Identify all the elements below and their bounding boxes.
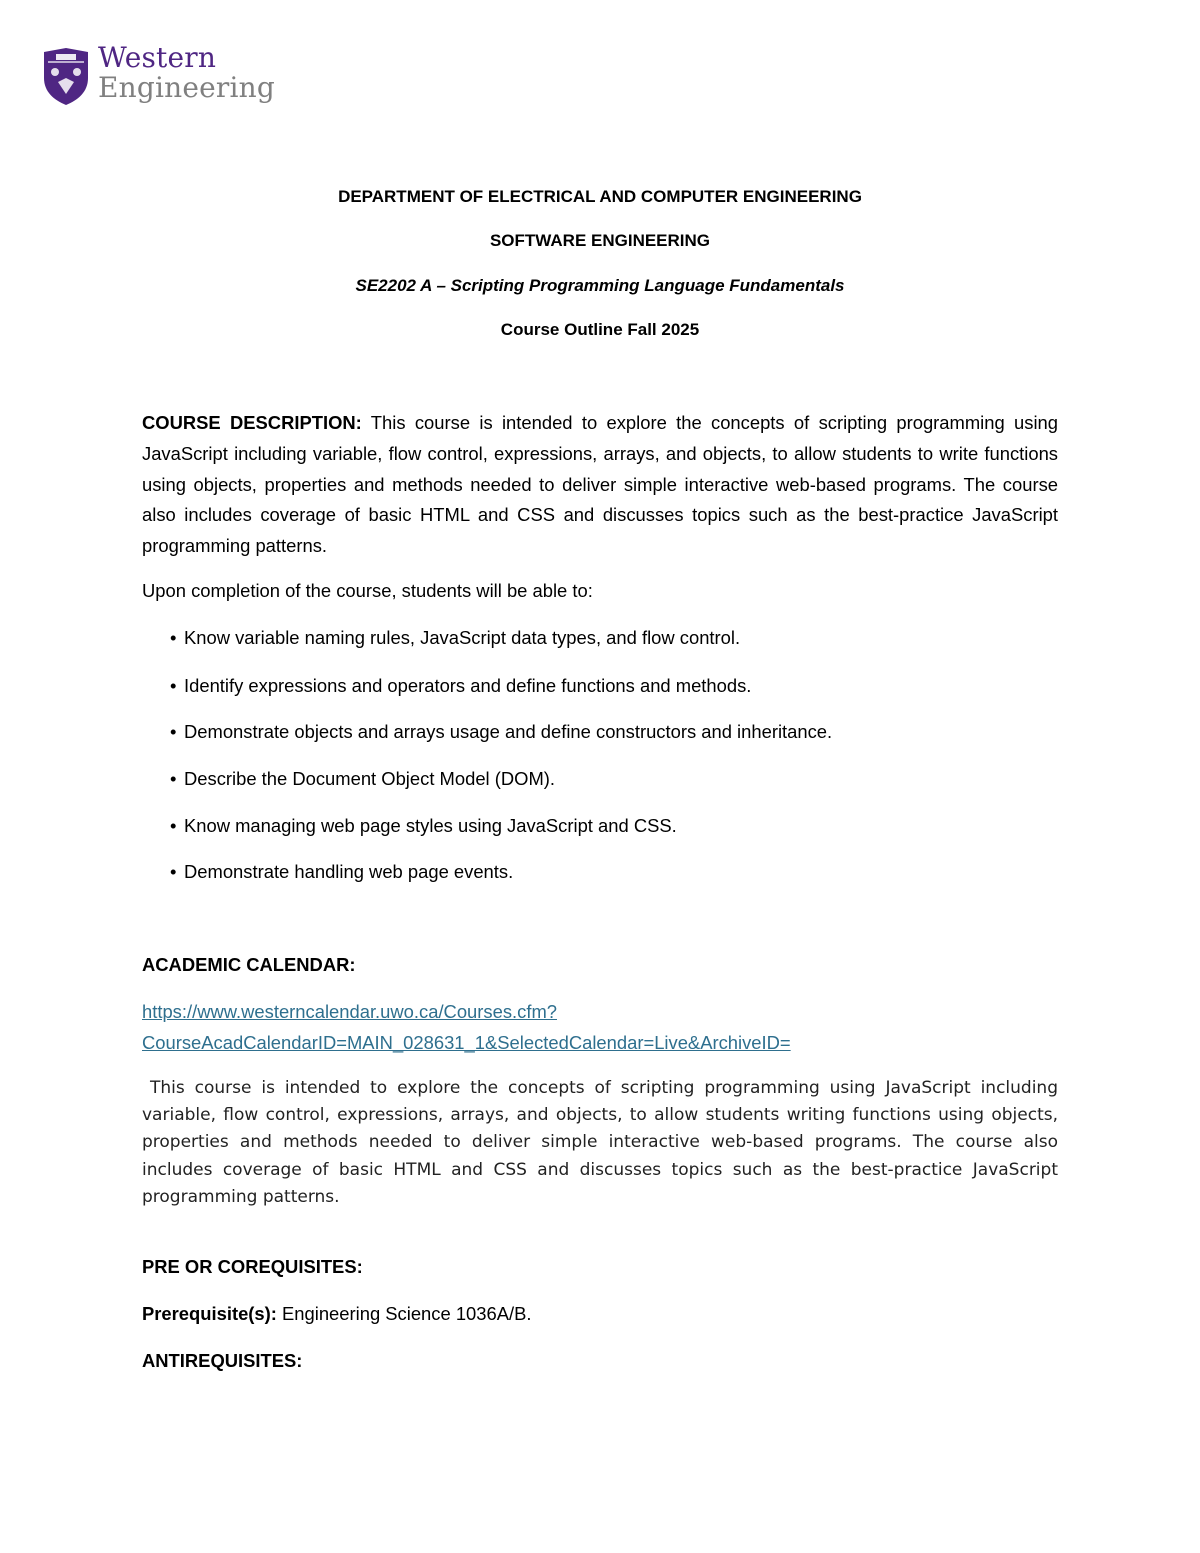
course-description bbox=[142, 408, 1058, 562]
academic-calendar-heading: ACADEMIC CALENDAR: bbox=[142, 954, 356, 975]
logo-text bbox=[98, 41, 276, 104]
calendar-description-text: This course is intended to explore the concepts of scripting programming using JavaScript including variable, flow control, expressions, arrays, and objects, to allow students writing functions using objects, properties and methods needed to deliver simple interactive web-based programs. The course also includes coverage of basic HTML and CSS and discusses topics such as the best-practice JavaScript programming patterns. bbox=[142, 1078, 1058, 1207]
list-item bbox=[170, 627, 740, 649]
prerequisite-value: Engineering Science 1036A/B. bbox=[276, 1303, 532, 1324]
outcomes-intro: Upon completion of the course, students will be able to: bbox=[142, 580, 593, 601]
prerequisite-line bbox=[142, 1303, 531, 1325]
bullet-icon: • bbox=[170, 721, 177, 742]
list-item bbox=[170, 768, 555, 790]
list-item-text: Know variable naming rules, JavaScript data types, and flow control. bbox=[184, 627, 741, 648]
bullet-icon: • bbox=[170, 815, 177, 836]
western-engineering-logo bbox=[42, 41, 276, 106]
list-item bbox=[170, 675, 751, 697]
list-item bbox=[170, 721, 832, 743]
course-description-label: COURSE DESCRIPTION: bbox=[142, 412, 362, 433]
logo-line-western: Western bbox=[98, 41, 217, 74]
academic-calendar-link-cont[interactable]: CourseAcadCalendarID=MAIN_028631_1&SelectedCalendar=Live&ArchiveID= bbox=[142, 1032, 791, 1053]
crest-icon bbox=[42, 48, 90, 106]
outline-title: Course Outline Fall 2025 bbox=[500, 320, 700, 339]
logo-line-engineering: Engineering bbox=[98, 71, 276, 104]
calendar-description bbox=[142, 1075, 1058, 1211]
bullet-icon: • bbox=[170, 675, 177, 696]
prerequisites-heading: PRE OR COREQUISITES: bbox=[142, 1256, 363, 1277]
list-item-text: Demonstrate objects and arrays usage and define constructors and inheritance. bbox=[184, 721, 833, 742]
bullet-icon: • bbox=[170, 861, 177, 882]
academic-calendar-link[interactable]: https://www.westerncalendar.uwo.ca/Courses.cfm? bbox=[142, 1001, 557, 1022]
list-item-text: Demonstrate handling web page events. bbox=[184, 861, 514, 882]
list-item-text: Identify expressions and operators and define functions and methods. bbox=[184, 675, 752, 696]
prerequisite-label: Prerequisite(s): bbox=[142, 1303, 277, 1324]
list-item bbox=[170, 861, 513, 883]
program-title: SOFTWARE ENGINEERING bbox=[489, 231, 711, 250]
course-description-text: This course is intended to explore the concepts of scripting programming using JavaScript including variable, flow control, expressions, arrays, and objects, to allow students to write functions using objects, properties and methods needed to deliver simple interactive web-based programs. The course also includes coverage of basic HTML and CSS and discusses topics such as the best-practice JavaScript programming patterns. bbox=[142, 412, 1058, 557]
department-title: DEPARTMENT OF ELECTRICAL AND COMPUTER ENGINEERING bbox=[338, 187, 862, 206]
course-title: SE2202 A – Scripting Programming Language Fundamentals bbox=[355, 276, 845, 295]
antirequisites-heading: ANTIREQUISITES: bbox=[142, 1350, 303, 1371]
bullet-icon: • bbox=[170, 627, 177, 648]
list-item-text: Describe the Document Object Model (DOM). bbox=[184, 768, 556, 789]
bullet-icon: • bbox=[170, 768, 177, 789]
list-item bbox=[170, 815, 677, 837]
list-item-text: Know managing web page styles using JavaScript and CSS. bbox=[184, 815, 677, 836]
